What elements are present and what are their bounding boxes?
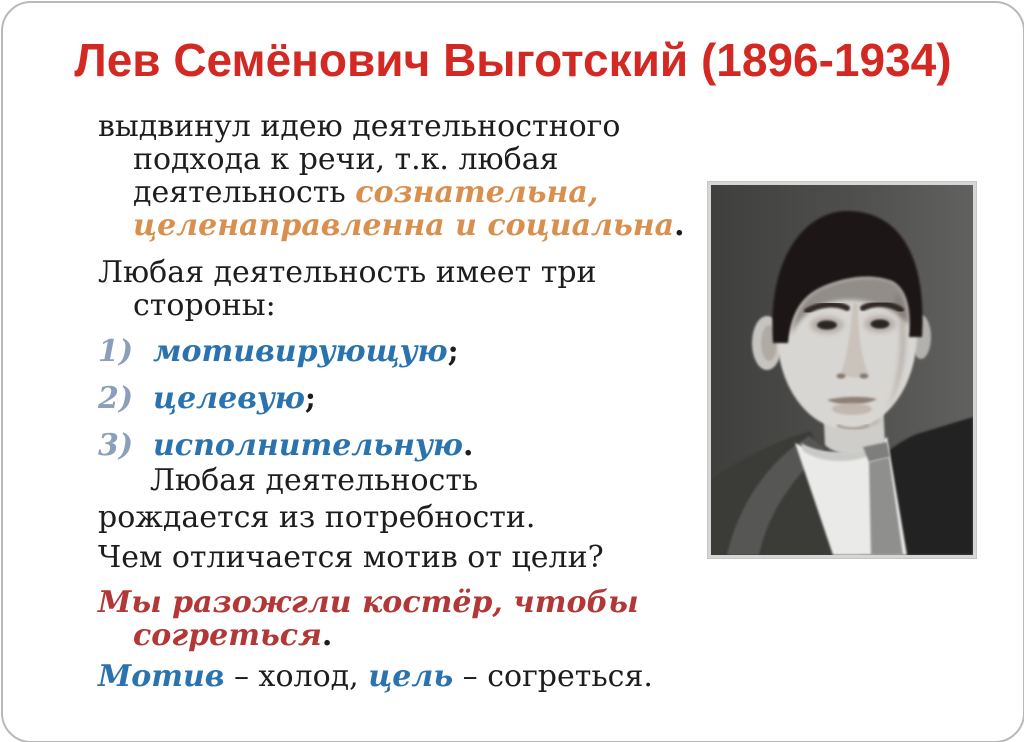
text-segment: цель: [368, 659, 454, 694]
text-segment: Мотив: [98, 659, 225, 694]
text-segment: Мы разожгли костёр, чтобы: [98, 585, 639, 620]
text-segment: стороны:: [133, 288, 276, 323]
text-segment: мотивирующую: [153, 334, 448, 369]
text-segment: выдвинул идею деятельностного: [98, 109, 621, 144]
portrait-photo: [708, 182, 976, 558]
text-segment: подхода к речи, т.к. любая: [133, 142, 559, 177]
text-line: [98, 660, 698, 693]
vygotsky-portrait-image: [711, 185, 973, 555]
text-segment: целенаправленна и социальна: [133, 208, 675, 243]
text-line: [98, 143, 698, 176]
text-segment: – холод,: [224, 659, 369, 694]
text-segment: целевую: [153, 381, 305, 416]
text-line: [98, 619, 698, 652]
text-line: [98, 541, 698, 574]
text-segment: согреться: [133, 618, 322, 653]
text-line: [98, 335, 698, 368]
list-number: 3): [98, 428, 134, 463]
text-segment: Чем отличается мотив от цели?: [98, 540, 604, 575]
text-line: [98, 176, 698, 209]
body-text: [98, 110, 698, 693]
text-line: [98, 586, 698, 619]
text-segment: ;: [447, 334, 459, 369]
text-line: [98, 209, 698, 242]
text-segment: .: [462, 428, 474, 463]
text-segment: деятельность: [133, 175, 356, 210]
text-line: [98, 429, 698, 462]
list-number: 2): [98, 381, 134, 416]
text-line: [98, 464, 698, 497]
text-segment: ;: [304, 381, 316, 416]
text-line: [98, 256, 698, 289]
list-number: 1): [98, 334, 134, 369]
text-segment: рождается из потребности.: [98, 500, 536, 535]
slide-title: Лев Семёнович Выготский (1896-1934): [74, 34, 952, 86]
presentation-slide: [1, 1, 1024, 742]
text-line: [98, 501, 698, 534]
text-segment: .: [321, 618, 333, 653]
text-segment: Любая деятельность имеет три: [98, 255, 597, 290]
text-segment: исполнительную: [153, 428, 463, 463]
text-segment: – согреться.: [453, 659, 653, 694]
text-segment: Любая деятельность: [150, 463, 479, 498]
text-line: [98, 289, 698, 322]
text-line: [98, 110, 698, 143]
text-segment: .: [674, 208, 685, 243]
text-segment: сознательна,: [355, 175, 599, 210]
text-line: [98, 382, 698, 415]
